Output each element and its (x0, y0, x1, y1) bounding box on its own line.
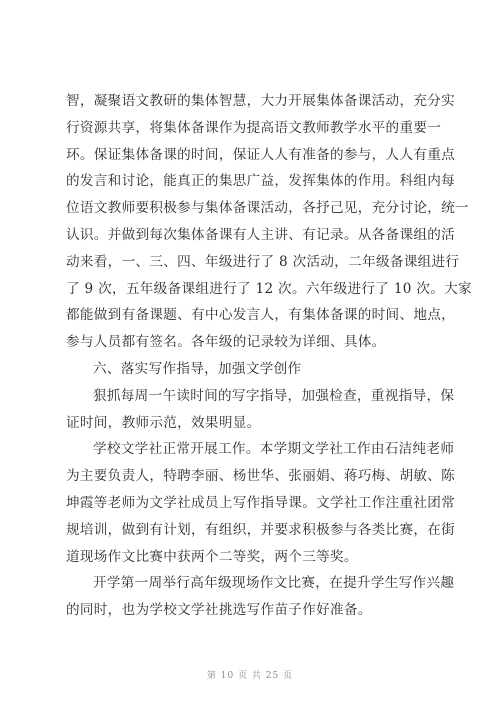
document-body (66, 88, 472, 624)
paragraph-literary-club (66, 436, 456, 570)
paragraph-collective-lesson-prep (66, 88, 472, 356)
text-line: 动来看，一、三、四、年级进行了 8 次活动，二年级备课组进行 (66, 253, 460, 270)
text-line: 学校文学社正常开展工作。本学期文学社工作由石洁纯老师 (93, 441, 455, 458)
text-line: 位语文教师要积极参与集体备课活动，各抒己见，充分讨论，统一 (66, 200, 469, 217)
text-line: 证时间，教师示范，效果明显。 (66, 414, 261, 431)
text-line: 环。保证集体备课的时间，保证人人有准备的参与，人人有重点 (66, 146, 456, 163)
text-line: 都能做到有备课题、有中心发言人，有集体备课的时间、地点， (66, 307, 456, 324)
page-number-footer: 第 10 页 共 25 页 (206, 671, 294, 681)
text-line: 行资源共享，将集体备课作为提高语文教师教学水平的重要一 (66, 119, 442, 136)
text-line: 开学第一周举行高年级现场作文比赛，在提升学生写作兴趣 (93, 575, 455, 592)
text-line: 了 9 次，五年级备课组进行了 12 次。六年级进行了 10 次。大家 (66, 280, 472, 297)
text-line: 的同时，也为学校文学社挑选写作苗子作好准备。 (66, 602, 372, 619)
text-line: 的发言和讨论，能真正的集思广益，发挥集体的作用。科组内每 (66, 173, 456, 190)
paragraph-writing-contest (66, 570, 455, 624)
text-line: 规培训，做到有计划，有组织，并要求积极参与各类比赛，在街 (66, 521, 456, 538)
section-heading: 六、落实写作指导，加强文学创作 (93, 360, 302, 377)
text-line: 道现场作文比赛中获两个二等奖，两个三等奖。 (66, 548, 358, 565)
text-line: 为主要负责人，特聘李丽、杨世华、张丽娟、蒋巧梅、胡敏、陈 (66, 468, 456, 485)
paragraph-writing-guidance (66, 383, 455, 437)
text-line: 狠抓每周一午读时间的写字指导，加强检查，重视指导，保 (93, 387, 455, 404)
text-line: 智，凝聚语文教研的集体智慧，大力开展集体备课活动，充分实 (66, 93, 456, 109)
text-line: 认识。并做到每次集体备课有人主讲、有记录。从各备课组的活 (66, 226, 456, 243)
text-line: 坤霞等老师为文学社成员上写作指导课。文学社工作注重社团常 (66, 494, 456, 511)
text-line: 参与人员都有签名。各年级的记录较为详细、具体。 (66, 334, 386, 351)
